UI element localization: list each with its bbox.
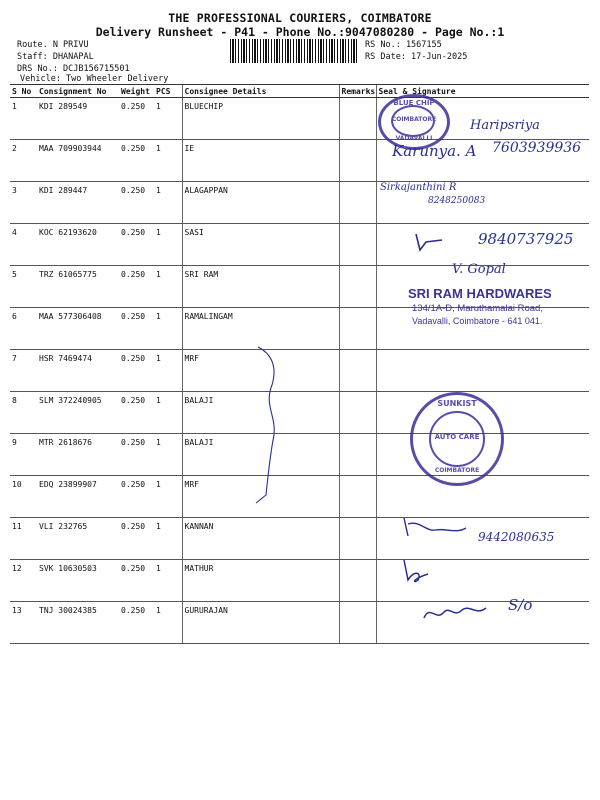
- cell-sno: 4: [10, 224, 37, 266]
- route-label: Route. N PRIVU: [17, 40, 89, 50]
- cell-consignee: SASI: [182, 224, 339, 266]
- col-pcs: PCS: [154, 85, 182, 98]
- cell-consignee: BALAJI: [182, 392, 339, 434]
- receiver-phone-row3: 8248250083: [428, 196, 486, 206]
- cell-sno: 8: [10, 392, 37, 434]
- cell-weight: 0.250: [119, 518, 154, 560]
- cell-remarks: [339, 434, 376, 476]
- cell-consignment: VLI 232765: [37, 518, 119, 560]
- table-header-row: [10, 85, 589, 98]
- vehicle-label: Vehicle: Two Wheeler Delivery: [20, 74, 169, 84]
- cell-consignee: IE: [182, 140, 339, 182]
- col-remarks: Remarks: [339, 85, 376, 98]
- table-row: [10, 476, 589, 518]
- cell-pcs: 1: [154, 308, 182, 350]
- rs-date: RS Date: 17-Jun-2025: [365, 52, 468, 62]
- cell-weight: 0.250: [119, 602, 154, 644]
- cell-remarks: [339, 518, 376, 560]
- cell-consignee: MRF: [182, 476, 339, 518]
- cell-signature: [376, 476, 589, 518]
- cell-pcs: 1: [154, 182, 182, 224]
- cell-sno: 5: [10, 266, 37, 308]
- cell-consignee: ALAGAPPAN: [182, 182, 339, 224]
- receiver-phone-row11: 9442080635: [478, 530, 555, 544]
- cell-consignee: SRI RAM: [182, 266, 339, 308]
- cell-pcs: 1: [154, 602, 182, 644]
- col-consignment: Consignment No: [37, 85, 119, 98]
- cell-pcs: 1: [154, 98, 182, 140]
- signature-row5: V. Gopal: [452, 262, 506, 277]
- cell-remarks: [339, 392, 376, 434]
- sunkist-seal-bottom: COIMBATORE: [434, 467, 480, 474]
- cell-remarks: [339, 182, 376, 224]
- signature-row1: Haripsriya: [470, 118, 540, 133]
- cell-pcs: 1: [154, 392, 182, 434]
- receiver-phone-row2: 7603939936: [492, 140, 582, 156]
- signature-scribble-row13: [420, 600, 490, 626]
- table-row: [10, 560, 589, 602]
- sriram-stamp-title: SRI RAM HARDWARES: [408, 286, 552, 301]
- staff-label: Staff: DHANAPAL: [17, 52, 94, 62]
- cell-sno: 9: [10, 434, 37, 476]
- cell-pcs: 1: [154, 224, 182, 266]
- cell-consignee: GURURAJAN: [182, 602, 339, 644]
- runsheet-subtitle: Delivery Runsheet - P41 - Phone No.:9047080280 - Page No.:1: [95, 25, 505, 39]
- cell-weight: 0.250: [119, 224, 154, 266]
- cell-weight: 0.250: [119, 182, 154, 224]
- cell-remarks: [339, 308, 376, 350]
- sunkist-seal-top: SUNKIST: [437, 399, 477, 408]
- cell-pcs: 1: [154, 476, 182, 518]
- sriram-stamp-address-2: Vadavalli, Coimbatore - 641 041.: [412, 316, 543, 326]
- cell-remarks: [339, 350, 376, 392]
- cell-consignment: EDQ 23899907: [37, 476, 119, 518]
- col-signature: Seal & Signature: [376, 85, 589, 98]
- rs-number: RS No.: 1567155: [365, 40, 442, 50]
- cell-sno: 3: [10, 182, 37, 224]
- signature-line-rows7-10: [250, 345, 290, 505]
- cell-consignment: HSR 7469474: [37, 350, 119, 392]
- signature-scribble-row12: [398, 556, 432, 586]
- seal-mid-text: COIMBATORE: [391, 116, 437, 123]
- cell-consignment: MAA 709903944: [37, 140, 119, 182]
- sunkist-seal: [410, 392, 504, 486]
- cell-pcs: 1: [154, 518, 182, 560]
- cell-remarks: [339, 266, 376, 308]
- cell-consignment: MTR 2618676: [37, 434, 119, 476]
- cell-consignee: BALAJI: [182, 434, 339, 476]
- cell-sno: 10: [10, 476, 37, 518]
- barcode: [230, 39, 358, 63]
- cell-consignee: MATHUR: [182, 560, 339, 602]
- cell-remarks: [339, 140, 376, 182]
- table-row: [10, 350, 589, 392]
- cell-consignment: KOC 62193620: [37, 224, 119, 266]
- cell-remarks: [339, 476, 376, 518]
- sriram-stamp-address-1: 134/1A-D, Maruthamalai Road,: [412, 303, 543, 314]
- cell-consignment: KDI 289447: [37, 182, 119, 224]
- cell-pcs: 1: [154, 434, 182, 476]
- cell-pcs: 1: [154, 350, 182, 392]
- cell-weight: 0.250: [119, 308, 154, 350]
- cell-remarks: [339, 602, 376, 644]
- cell-sno: 6: [10, 308, 37, 350]
- cell-consignee: RAMALINGAM: [182, 308, 339, 350]
- cell-consignee: MRF: [182, 350, 339, 392]
- cell-signature: [376, 350, 589, 392]
- cell-sno: 7: [10, 350, 37, 392]
- seal-top-text: BLUE CHIP: [393, 99, 435, 107]
- cell-weight: 0.250: [119, 560, 154, 602]
- signature-scribble-row11: [400, 514, 470, 540]
- cell-pcs: 1: [154, 140, 182, 182]
- runsheet-table: [10, 84, 589, 644]
- table-row: [10, 182, 589, 224]
- col-sno: S No: [10, 85, 37, 98]
- cell-weight: 0.250: [119, 434, 154, 476]
- cell-consignment: SVK 10630503: [37, 560, 119, 602]
- table-row: [10, 602, 589, 644]
- cell-weight: 0.250: [119, 476, 154, 518]
- cell-consignment: TNJ 30024385: [37, 602, 119, 644]
- receiver-name-row3: Sirkajanthini R: [380, 182, 457, 193]
- cell-remarks: [339, 560, 376, 602]
- cell-weight: 0.250: [119, 266, 154, 308]
- receiver-name-row2: Karunya. A: [392, 142, 477, 160]
- cell-consignee: BLUECHIP: [182, 98, 339, 140]
- cell-sno: 2: [10, 140, 37, 182]
- cell-consignment: MAA 577306408: [37, 308, 119, 350]
- cell-weight: 0.250: [119, 140, 154, 182]
- company-title: THE PROFESSIONAL COURIERS, COIMBATORE: [168, 11, 432, 25]
- cell-consignee: KANNAN: [182, 518, 339, 560]
- cell-sno: 11: [10, 518, 37, 560]
- col-consignee: Consignee Details: [182, 85, 339, 98]
- note-row13: S/o: [508, 596, 533, 614]
- col-weight: Weight: [119, 85, 154, 98]
- cell-sno: 12: [10, 560, 37, 602]
- cell-weight: 0.250: [119, 350, 154, 392]
- cell-weight: 0.250: [119, 392, 154, 434]
- sunkist-seal-mid: AUTO CARE: [434, 433, 480, 441]
- cell-pcs: 1: [154, 266, 182, 308]
- cell-remarks: [339, 98, 376, 140]
- table-body: [10, 98, 589, 644]
- cell-consignment: SLM 372240905: [37, 392, 119, 434]
- cell-sno: 13: [10, 602, 37, 644]
- cell-pcs: 1: [154, 560, 182, 602]
- cell-consignment: KDI 289549: [37, 98, 119, 140]
- signature-scribble-row4: [414, 230, 444, 252]
- receiver-phone-row4: 9840737925: [478, 230, 574, 248]
- cell-weight: 0.250: [119, 98, 154, 140]
- cell-sno: 1: [10, 98, 37, 140]
- drs-number: DRS No.: DCJB156715501: [17, 64, 130, 74]
- cell-remarks: [339, 224, 376, 266]
- seal-bottom-text: VADAVALLI: [395, 135, 433, 142]
- cell-consignment: TRZ 61065775: [37, 266, 119, 308]
